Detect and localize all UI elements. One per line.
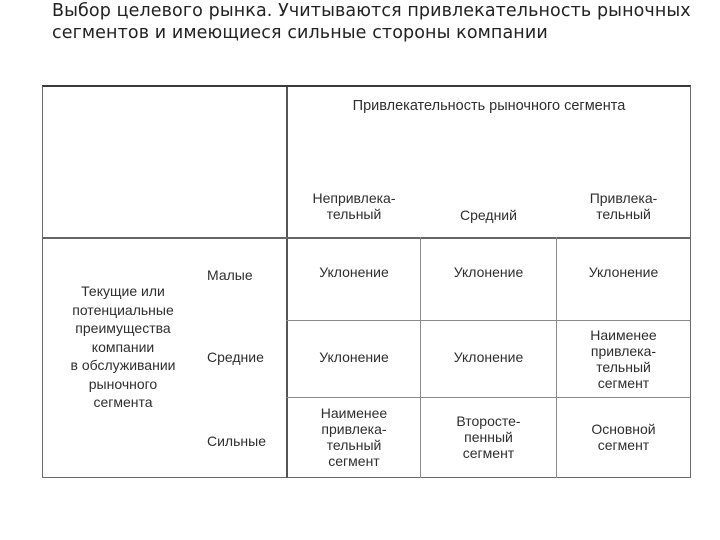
- divider-horizontal-header: [43, 237, 690, 239]
- cell-medium-attractive: Наименее привлека- тельный сегмент: [590, 327, 657, 391]
- row-group-header: Текущие или потенциальные преимущества компании в обслуживании рыночного сегмента: [70, 283, 176, 411]
- column-header-average: Средний: [460, 207, 517, 223]
- cell-strong-unattractive: Наименее привлека- тельный сегмент: [320, 405, 388, 469]
- column-header-unattractive: Непривлека- тельный: [312, 190, 396, 222]
- cell-strong-attractive: Основной сегмент: [591, 421, 656, 453]
- row-label-weak: Малые: [207, 267, 253, 283]
- row-label-medium: Средние: [207, 349, 264, 365]
- cell-strong-average: Второсте- пенный сегмент: [456, 413, 521, 461]
- slide-title: Выбор целевого рынка. Учитываются привлекательность рыночных сегментов и имеющиеся сильные стороны компании: [52, 1, 691, 43]
- cell-weak-unattractive: Уклонение: [319, 264, 389, 280]
- cell-weak-attractive: Уклонение: [588, 264, 659, 280]
- cell-weak-average: Уклонение: [453, 264, 524, 280]
- column-group-header: Привлекательность рыночного сегмента: [352, 98, 626, 114]
- target-market-matrix: [42, 85, 691, 478]
- cell-medium-average: Уклонение: [453, 349, 524, 365]
- cell-medium-unattractive: Уклонение: [319, 349, 389, 365]
- column-header-attractive: Привлека- тельный: [589, 190, 658, 222]
- row-label-strong: Сильные: [207, 433, 266, 449]
